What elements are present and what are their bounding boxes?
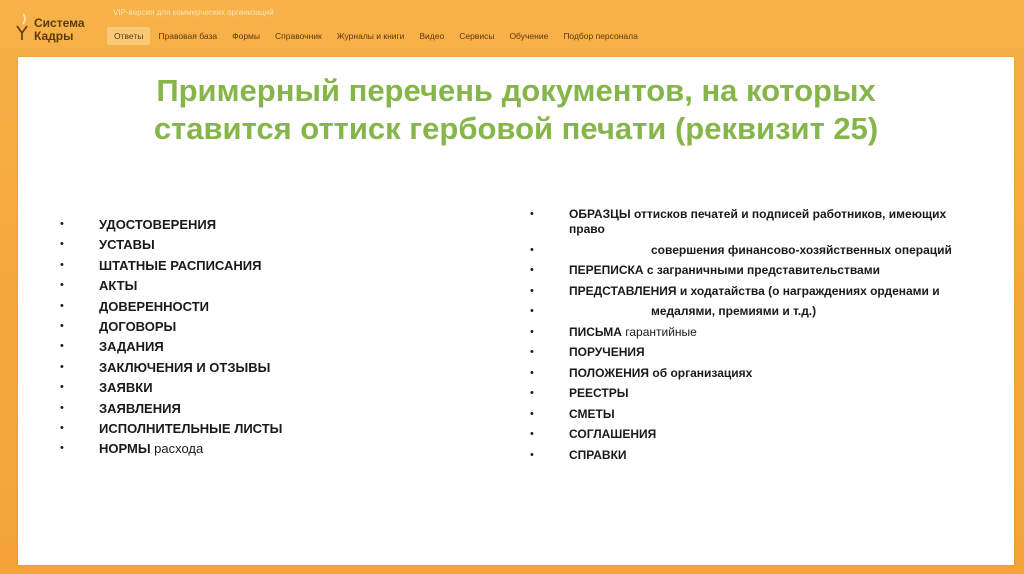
nav-item-journals[interactable]: Журналы и книги: [336, 31, 405, 41]
item-label: ЗАДАНИЯ: [99, 339, 164, 355]
bullet: •: [530, 208, 534, 220]
list-item: [58, 339, 478, 359]
list-item: [528, 284, 968, 299]
bullet: •: [60, 238, 64, 251]
list-item: [58, 299, 478, 319]
item-label: ЗАКЛЮЧЕНИЯ И ОТЗЫВЫ: [99, 359, 271, 375]
bullet: •: [530, 325, 534, 338]
item-label: СМЕТЫ: [569, 406, 615, 421]
item-detail: с заграничными представительствами: [643, 263, 880, 277]
item-label: ДОВЕРЕННОСТИ: [99, 298, 210, 314]
item-label: СПРАВКИ: [569, 447, 627, 462]
content-panel: [18, 57, 1014, 565]
nav-item-forms[interactable]: Формы: [232, 31, 261, 41]
item-label: АКТЫ: [99, 278, 138, 294]
item-detail: совершения финансово-хозяйственных операций: [651, 242, 952, 257]
nav-item-recruitment[interactable]: Подбор персонала: [563, 31, 638, 41]
list-item: [528, 243, 968, 258]
logo-icon: [14, 6, 30, 46]
item-label: ПОЛОЖЕНИЯ: [569, 365, 650, 380]
right-document-list: [528, 207, 968, 468]
item-detail: расхода: [150, 441, 204, 457]
title-line2: ставится оттиск гербовой печати (реквизит 25): [153, 111, 879, 146]
title-line1: Примерный перечень документов, на которых: [156, 73, 876, 108]
bullet: •: [60, 218, 64, 230]
bullet: •: [60, 340, 64, 353]
list-item: [528, 386, 968, 401]
item-label: ПЕРЕПИСКА: [569, 263, 644, 277]
bullet: •: [530, 366, 534, 379]
bullet: •: [60, 421, 64, 434]
bullet: •: [60, 279, 64, 292]
bullet: •: [60, 319, 64, 332]
tagline: VIP-версия для коммерческих организаций: [113, 8, 274, 17]
list-item: [528, 263, 968, 278]
item-label: УДОСТОВЕРЕНИЯ: [99, 217, 217, 232]
left-document-list: [58, 217, 478, 462]
item-detail: об организациях: [649, 365, 753, 380]
page-title: [18, 72, 1014, 148]
item-label: ЗАЯВЛЕНИЯ: [99, 400, 181, 416]
brand-line2: Кадры: [34, 29, 74, 43]
bullet: •: [530, 448, 534, 461]
item-label: ДОГОВОРЫ: [99, 318, 177, 334]
bullet: •: [60, 442, 64, 455]
nav-item-reference[interactable]: Справочник: [275, 31, 322, 41]
list-item: [58, 217, 478, 237]
nav-item-legal-base[interactable]: Правовая база: [158, 31, 218, 41]
bullet: •: [530, 346, 534, 358]
list-item: [58, 441, 478, 461]
main-nav: [107, 27, 646, 45]
bullet: •: [60, 299, 64, 312]
nav-item-answers[interactable]: Ответы: [107, 27, 150, 45]
item-label: СОГЛАШЕНИЯ: [569, 427, 657, 441]
list-item: [528, 345, 968, 360]
bullet: •: [60, 360, 64, 373]
item-label: УСТАВЫ: [99, 237, 155, 253]
list-item: [528, 325, 968, 340]
nav-item-video[interactable]: Видео: [419, 31, 445, 41]
bullet: •: [530, 243, 534, 256]
item-detail: и ходатайства (о награждениях орденами и: [676, 283, 940, 298]
list-item: [58, 360, 478, 380]
list-item: [58, 380, 478, 400]
bullet: •: [530, 284, 534, 297]
logo-text: [34, 17, 85, 43]
item-detail: медалями, премиями и т.д.): [651, 304, 817, 318]
item-label: ПИСЬМА: [569, 324, 622, 339]
bullet: •: [530, 428, 534, 440]
list-item: [528, 366, 968, 381]
list-item: [58, 237, 478, 257]
list-item: [528, 207, 968, 237]
bullet: •: [530, 305, 534, 317]
nav-item-training[interactable]: Обучение: [509, 31, 549, 41]
brand-line1: Система: [34, 16, 85, 30]
top-bar: [0, 0, 1024, 56]
list-item: [58, 278, 478, 298]
bullet: •: [530, 387, 534, 399]
bullet: •: [530, 264, 534, 276]
list-item: [58, 258, 478, 278]
item-label: ИСПОЛНИТЕЛЬНЫЕ ЛИСТЫ: [99, 420, 283, 436]
bullet: •: [530, 407, 534, 420]
item-detail: гарантийные: [621, 324, 697, 339]
list-item: [528, 407, 968, 422]
bullet: •: [60, 401, 64, 414]
bullet: •: [60, 381, 64, 394]
item-label: РЕЕСТРЫ: [569, 386, 629, 400]
item-label: ПРЕДСТАВЛЕНИЯ: [569, 283, 677, 298]
item-label: ЗАЯВКИ: [99, 380, 153, 396]
list-item: [528, 304, 968, 319]
item-label: НОРМЫ: [99, 441, 151, 457]
item-label: ОБРАЗЦЫ: [569, 207, 631, 221]
item-label: ПОРУЧЕНИЯ: [569, 345, 645, 359]
nav-item-services[interactable]: Сервисы: [459, 31, 495, 41]
item-detail: оттисков печатей и подписей работников, имеющих право: [569, 207, 947, 236]
item-label: ШТАТНЫЕ РАСПИСАНИЯ: [99, 257, 262, 273]
list-item: [528, 427, 968, 442]
list-item: [58, 421, 478, 441]
bullet: •: [60, 258, 64, 271]
logo[interactable]: [14, 6, 85, 46]
list-item: [528, 448, 968, 463]
list-item: [58, 319, 478, 339]
list-item: [58, 401, 478, 421]
